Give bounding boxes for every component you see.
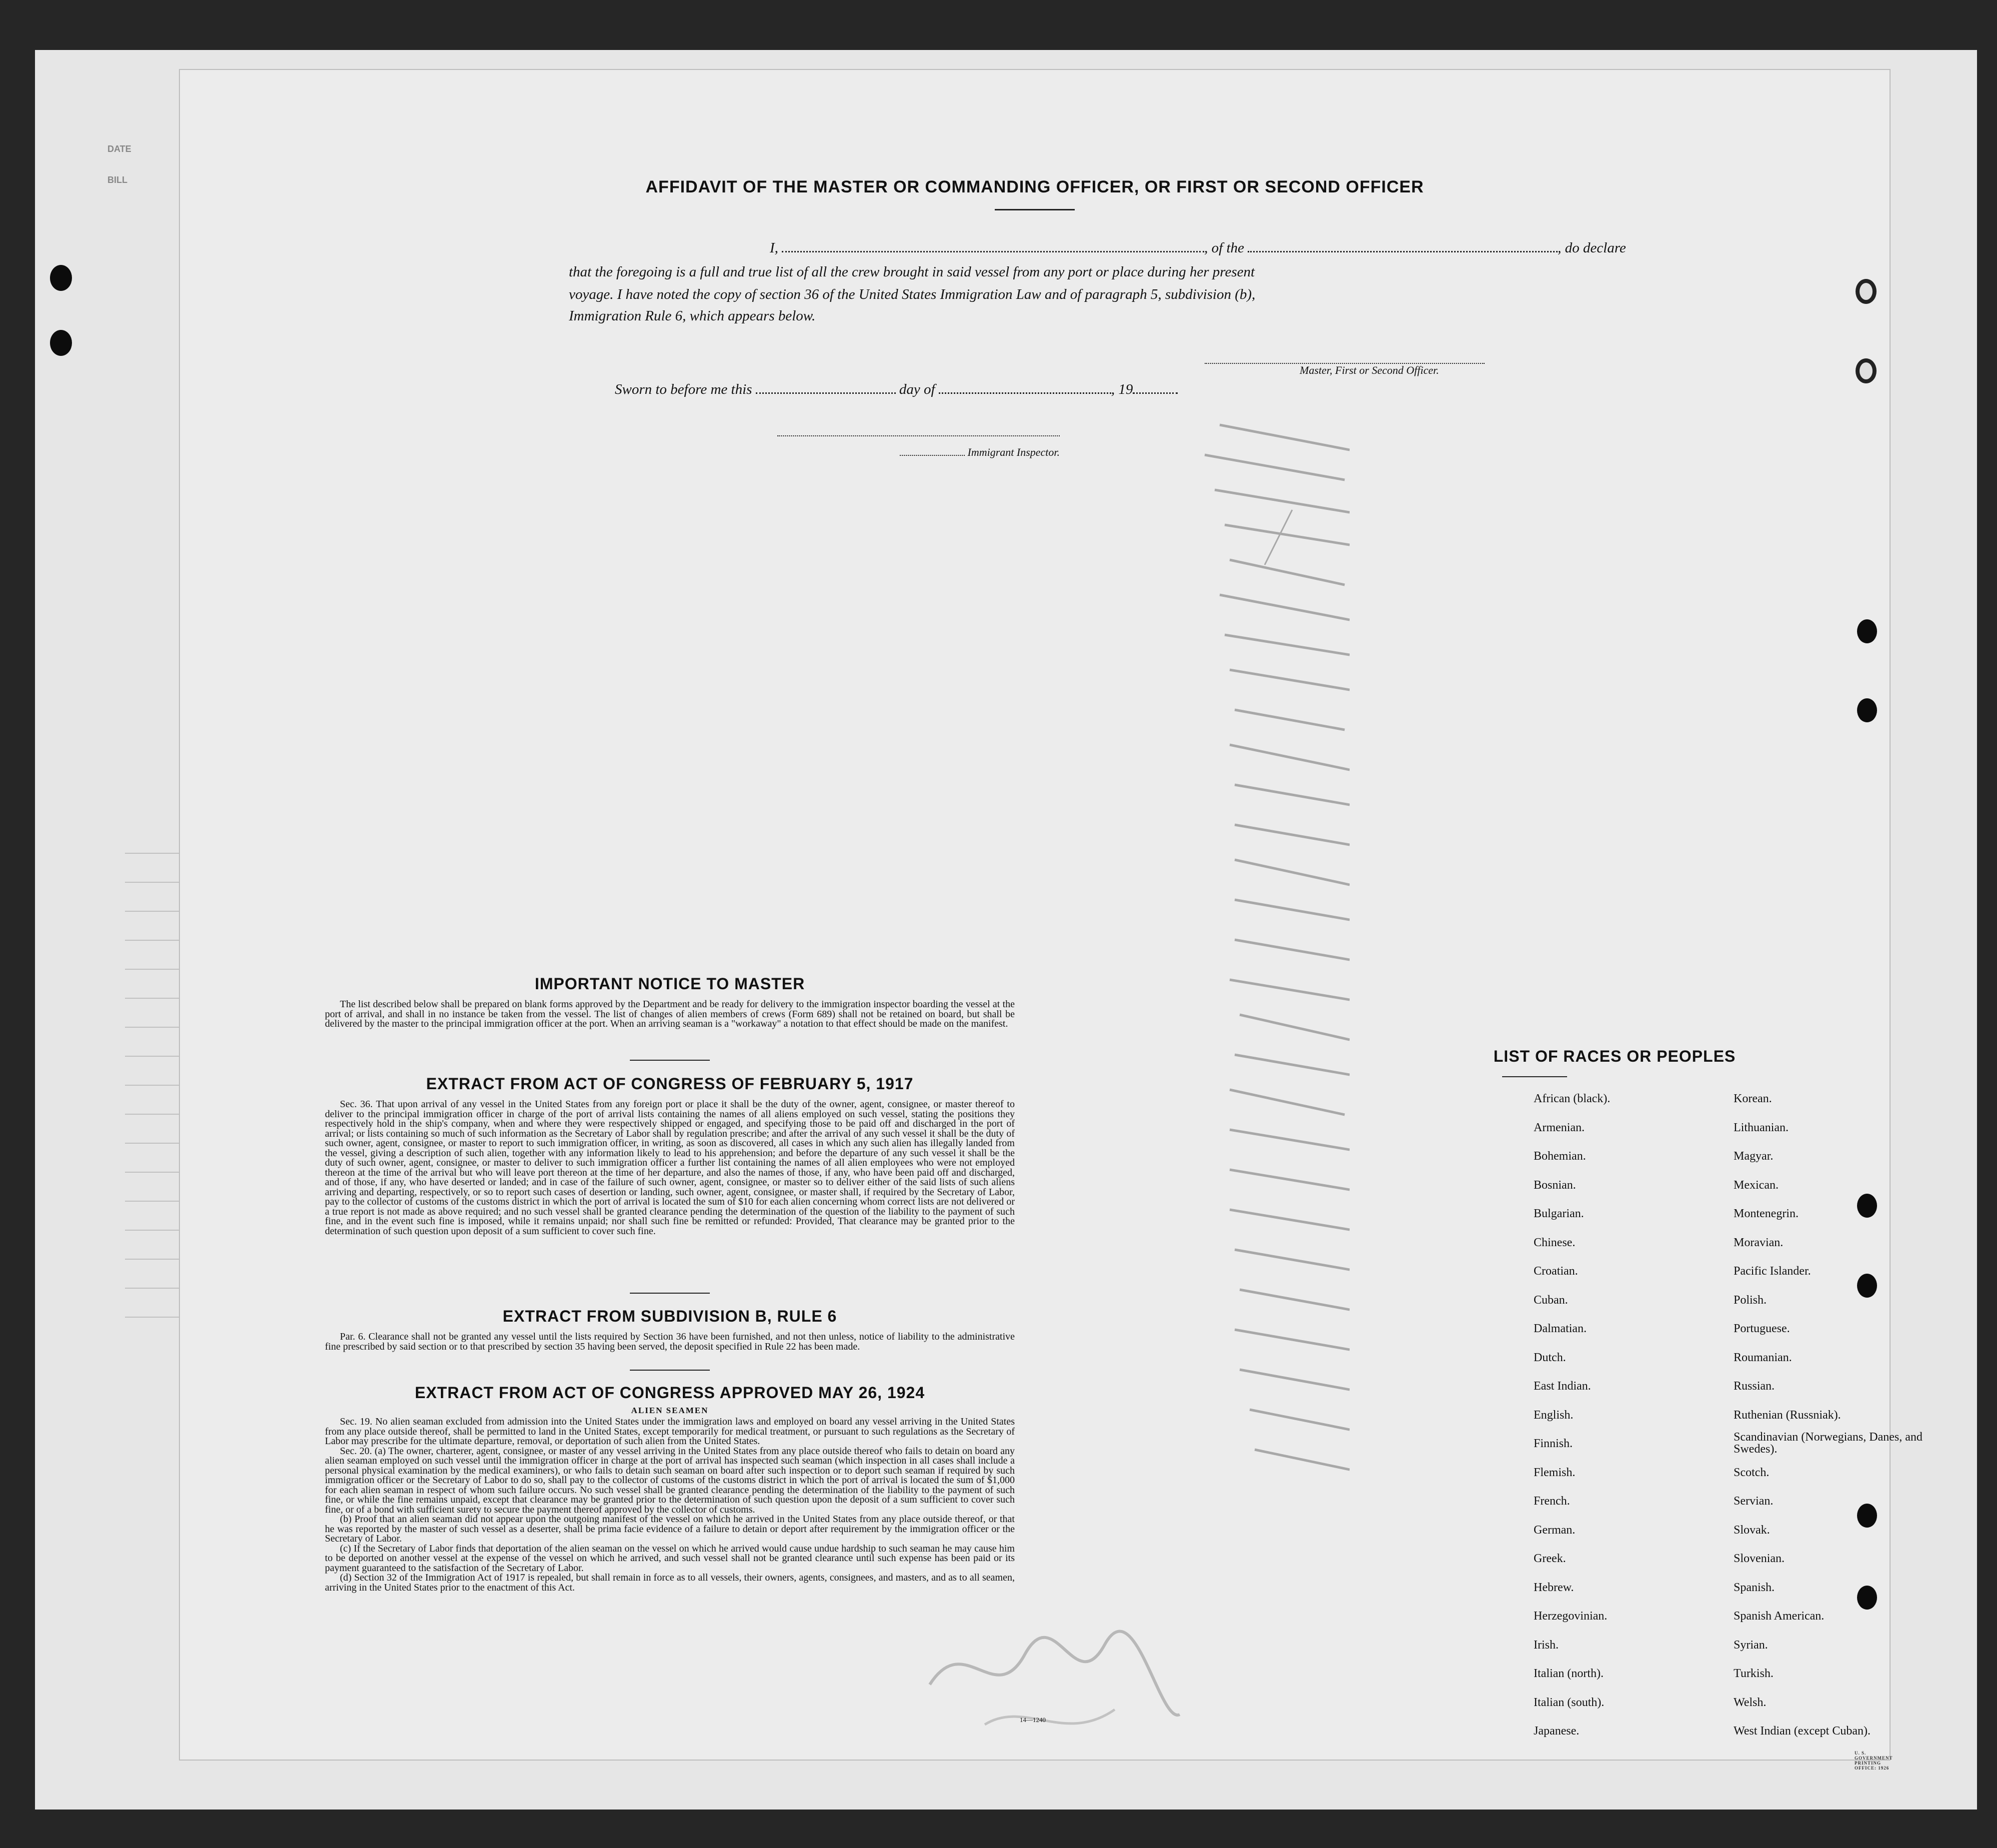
race-item: Servian. [1734, 1495, 1774, 1508]
affidavit-line-4: Immigration Rule 6, which appears below. [569, 308, 816, 324]
inspector-line [777, 435, 1060, 436]
divider [630, 1370, 710, 1371]
race-item: Chinese. [1534, 1236, 1576, 1249]
race-item: Montenegrin. [1734, 1207, 1799, 1220]
race-item: Portuguese. [1734, 1322, 1790, 1335]
race-item: Welsh. [1734, 1696, 1767, 1709]
alien-seamen-subtitle: ALIEN SEAMEN [631, 1406, 709, 1415]
race-item: Cuban. [1534, 1293, 1568, 1307]
affidavit-line-3: voyage. I have noted the copy of section 36 of the United States Immigration Law and of paragraph 5, subdivision (b), [569, 286, 1256, 302]
bleed-label-date: DATE [107, 144, 131, 154]
affidavit-line-1: I, , of the , do declare [770, 240, 1626, 256]
race-item: Bulgarian. [1534, 1207, 1584, 1220]
rule6-title: EXTRACT FROM SUBDIVISION B, RULE 6 [502, 1307, 837, 1325]
race-item: Dutch. [1534, 1351, 1566, 1364]
race-item: Armenian. [1534, 1121, 1585, 1134]
binder-hole [1857, 1194, 1877, 1218]
race-item: Slovak. [1734, 1523, 1770, 1537]
race-item: Finnish. [1534, 1437, 1573, 1450]
race-item: Magyar. [1734, 1150, 1774, 1163]
binder-hole [50, 265, 72, 291]
inspector-caption: Immigrant Inspector. [900, 446, 1060, 459]
races-title: LIST OF RACES OR PEOPLES [1493, 1047, 1736, 1065]
race-item: Ruthenian (Russniak). [1734, 1408, 1841, 1422]
race-item: Scandinavian (Norwegians, Danes, and Swedes). [1734, 1431, 1923, 1456]
race-item: Scotch. [1734, 1466, 1770, 1479]
pencil-marks [1200, 420, 1350, 1570]
divider [630, 1293, 710, 1294]
extract-1924-title: EXTRACT FROM ACT OF CONGRESS APPROVED MAY 26, 1924 [414, 1384, 925, 1402]
race-item: Polish. [1734, 1293, 1767, 1307]
race-item: Flemish. [1534, 1466, 1576, 1479]
race-item: English. [1534, 1408, 1574, 1422]
affidavit-line-2: that the foregoing is a full and true list of all the crew brought in said vessel from any port or place during her present [569, 264, 1255, 280]
race-item: Japanese. [1534, 1725, 1580, 1738]
signature-caption: Master, First or Second Officer. [1300, 364, 1439, 376]
race-item: Pacific Islander. [1734, 1265, 1811, 1278]
race-item: Korean. [1734, 1092, 1772, 1105]
race-item: Hebrew. [1534, 1581, 1574, 1594]
faint-signature [925, 1610, 1185, 1760]
race-item: Lithuanian. [1734, 1121, 1789, 1134]
race-item: Turkish. [1734, 1667, 1774, 1680]
race-item: Croatian. [1534, 1265, 1578, 1278]
race-item: Spanish. [1734, 1581, 1775, 1594]
race-item: Italian (north). [1534, 1667, 1604, 1680]
notice-title: IMPORTANT NOTICE TO MASTER [534, 975, 805, 993]
affidavit-title: AFFIDAVIT OF THE MASTER OR COMMANDING OFFICER, OR FIRST OR SECOND OFFICER [645, 177, 1424, 196]
binder-hole [1856, 358, 1877, 383]
race-item: African (black). [1534, 1092, 1611, 1105]
form-number: 14—1240 [1020, 1716, 1046, 1724]
binder-hole [1857, 1586, 1877, 1610]
race-item: German. [1534, 1523, 1576, 1537]
race-item: Greek. [1534, 1552, 1566, 1565]
notice-text: The list described below shall be prepared on blank forms approved by the Department and be ready for delivery to the immigration inspector boarding the vessel at the port of arrival, and shall in no instance be taken from the vessel. The list of changes of alien members of crews (Form 689) shall not be retained on board, but shall be delivered by the master to the principal immigration officer at the port. When an arriving seaman is a "workaway" a notation to that effect should be made on the manifest. [325, 999, 1015, 1029]
race-item: Italian (south). [1534, 1696, 1605, 1709]
binder-hole [1857, 1274, 1877, 1298]
binder-hole [50, 330, 72, 356]
extract-1924-text: Sec. 19. No alien seaman excluded from admission into the United States under the immigration laws and employed on board any vessel arriving in the United States from any place outside thereof, shall be permitted to land in the United States, except temporarily for medical treatment, or pursuant to such regulations as the Secretary of Labor may prescribe for the ultimate departure, removal, or deportation of such alien from the United States. Sec. 20. (a) The owner, charterer, agent, consignee, or master of any vessel arriving in the United States from any place outside thereof who fails to detain on board any alien seaman employed on such vessel until the immigration officer in charge at the port of arrival has inspected such seaman (which inspection in all cases shall include a personal physical examination by the medical examiners), or who fails to detain such seaman on board after such inspection or to deport such seaman if required by such immigration officer or the Secretary of Labor to do so, shall pay to the collector of customs of the customs district in which the port of arrival is located the sum of $1,000 for each alien seaman in respect of whom such failure occurs. No such vessel shall be granted clearance pending the determination of the liability to the payment of such fine, or while the fine remains unpaid, except that clearance may be granted prior to the determination of such question upon the deposit of a sum sufficient to cover such fine, or of a bond with sufficient surety to secure the payment thereof approved by the collector of customs. (b) Proof that an alien seaman did not appear upon the outgoing manifest of the vessel on which he arrived in the United States from any place outside thereof, or that he was reported by the master of such vessel as a deserter, shall be prima facie evidence of a failure to detain or deport after requirement by the immigration officer or the Secretary of Labor. (c) If the Secretary of Labor finds that deportation of the alien seaman on the vessel on which he arrived would cause undue hardship to such seaman he may cause him to be deported on another vessel at the expense of the vessel on which he arrived, and such vessel shall not be granted clearance until such expense has been paid or its payment guaranteed to the satisfaction of the Secretary of Labor. (d) Section 32 of the Immigration Act of 1917 is repealed, but shall remain in force as to all vessels, their owners, agents, consignees, and masters, and as to all seamen, arriving in the United States prior to the enactment of this Act. [325, 1416, 1015, 1593]
binder-hole [1857, 1504, 1877, 1528]
race-item: French. [1534, 1495, 1570, 1508]
extract-1917-title: EXTRACT FROM ACT OF CONGRESS OF FEBRUARY 5, 1917 [426, 1075, 914, 1093]
race-item: Bosnian. [1534, 1178, 1576, 1192]
form-page [180, 70, 1923, 1771]
race-item: East Indian. [1534, 1380, 1591, 1393]
race-item: West Indian (except Cuban). [1734, 1725, 1871, 1738]
race-item: Spanish American. [1734, 1610, 1825, 1623]
race-item: Herzegovinian. [1534, 1610, 1608, 1623]
race-item: Russian. [1734, 1380, 1775, 1393]
race-item: Slovenian. [1734, 1552, 1785, 1565]
race-item: Dalmatian. [1534, 1322, 1587, 1335]
race-item: Moravian. [1734, 1236, 1784, 1249]
race-item: Mexican. [1734, 1178, 1779, 1192]
divider [1502, 1076, 1567, 1077]
title-rule [995, 209, 1075, 210]
divider [630, 1060, 710, 1061]
binder-hole [1856, 279, 1877, 304]
race-item: Syrian. [1734, 1638, 1768, 1652]
binder-hole [1857, 619, 1877, 643]
race-item: Irish. [1534, 1638, 1559, 1652]
ruled-lines [125, 825, 180, 1325]
race-item: Roumanian. [1734, 1351, 1792, 1364]
sworn-line: Sworn to before me this day of , 19 [615, 381, 1178, 398]
printer-imprint: U. S. GOVERNMENT PRINTING OFFICE: 1926 [1855, 1751, 1893, 1771]
extract-1917-text: Sec. 36. That upon arrival of any vessel in the United States from any foreign port or place it shall be the duty of the owner, agent, consignee, or master thereof to deliver to the principal immigration officer in charge of the port of arrival lists containing the names of all aliens employed on such vessel, stating the positions they respectively hold in the ship's company, when and where they were respectively shipped or engaged, and specifying those to be paid off and discharged in the port of arrival; or lists containing so much of such information as the Secretary of Labor shall by regulation prescribe; and after the arrival of any such vessel it shall be the duty of such owner, agent, consignee, or master to report to such immigration officer, in writing, as soon as discovered, all cases in which any such alien has illegally landed from the vessel, giving a description of such alien, together with any information likely to lead to his apprehension; and before the departure of any such vessel it shall be the duty of such owner, agent, consignee, or master to deliver to such immigration officer a further list containing the names of all alien employees who were not employed thereon at the time of the arrival but who will leave port thereon at the time of her departure, and also the names of those, if any, who have been paid off and discharged, and of those, if any, who have deserted or landed; and in case of the failure of such owner, agent, consignee, or master so to deliver either of the said lists of such aliens arriving and departing, respectively, or so to report such cases of desertion or landing, such owner, agent, consignee, or master shall, if required by the Secretary of Labor, pay to the collector of customs of the customs district in which the port of arrival is located the sum of $10 for each alien concerning whom correct lists are not delivered or a true report is not made as above required; and no such vessel shall be granted clearance pending the determination of the question of the liability to the payment of such fine, and in the event such fine is imposed, while it remains unpaid; nor shall such fine be remitted or refunded: Provided, That clearance may be granted prior to the determination of such question upon deposit of a sum sufficient to cover such fine. [325, 1099, 1015, 1237]
bleed-label-bill: BILL [107, 175, 127, 185]
race-item: Bohemian. [1534, 1150, 1586, 1163]
rule6-text: Par. 6. Clearance shall not be granted any vessel until the lists required by Section 36 have been furnished, and not then unless, notice of liability to the administrative fine prescribed by said section or to that prescribed by section 35 having been served, the deposit specified in Rule 22 has been made. [325, 1331, 1015, 1352]
binder-hole [1857, 698, 1877, 722]
